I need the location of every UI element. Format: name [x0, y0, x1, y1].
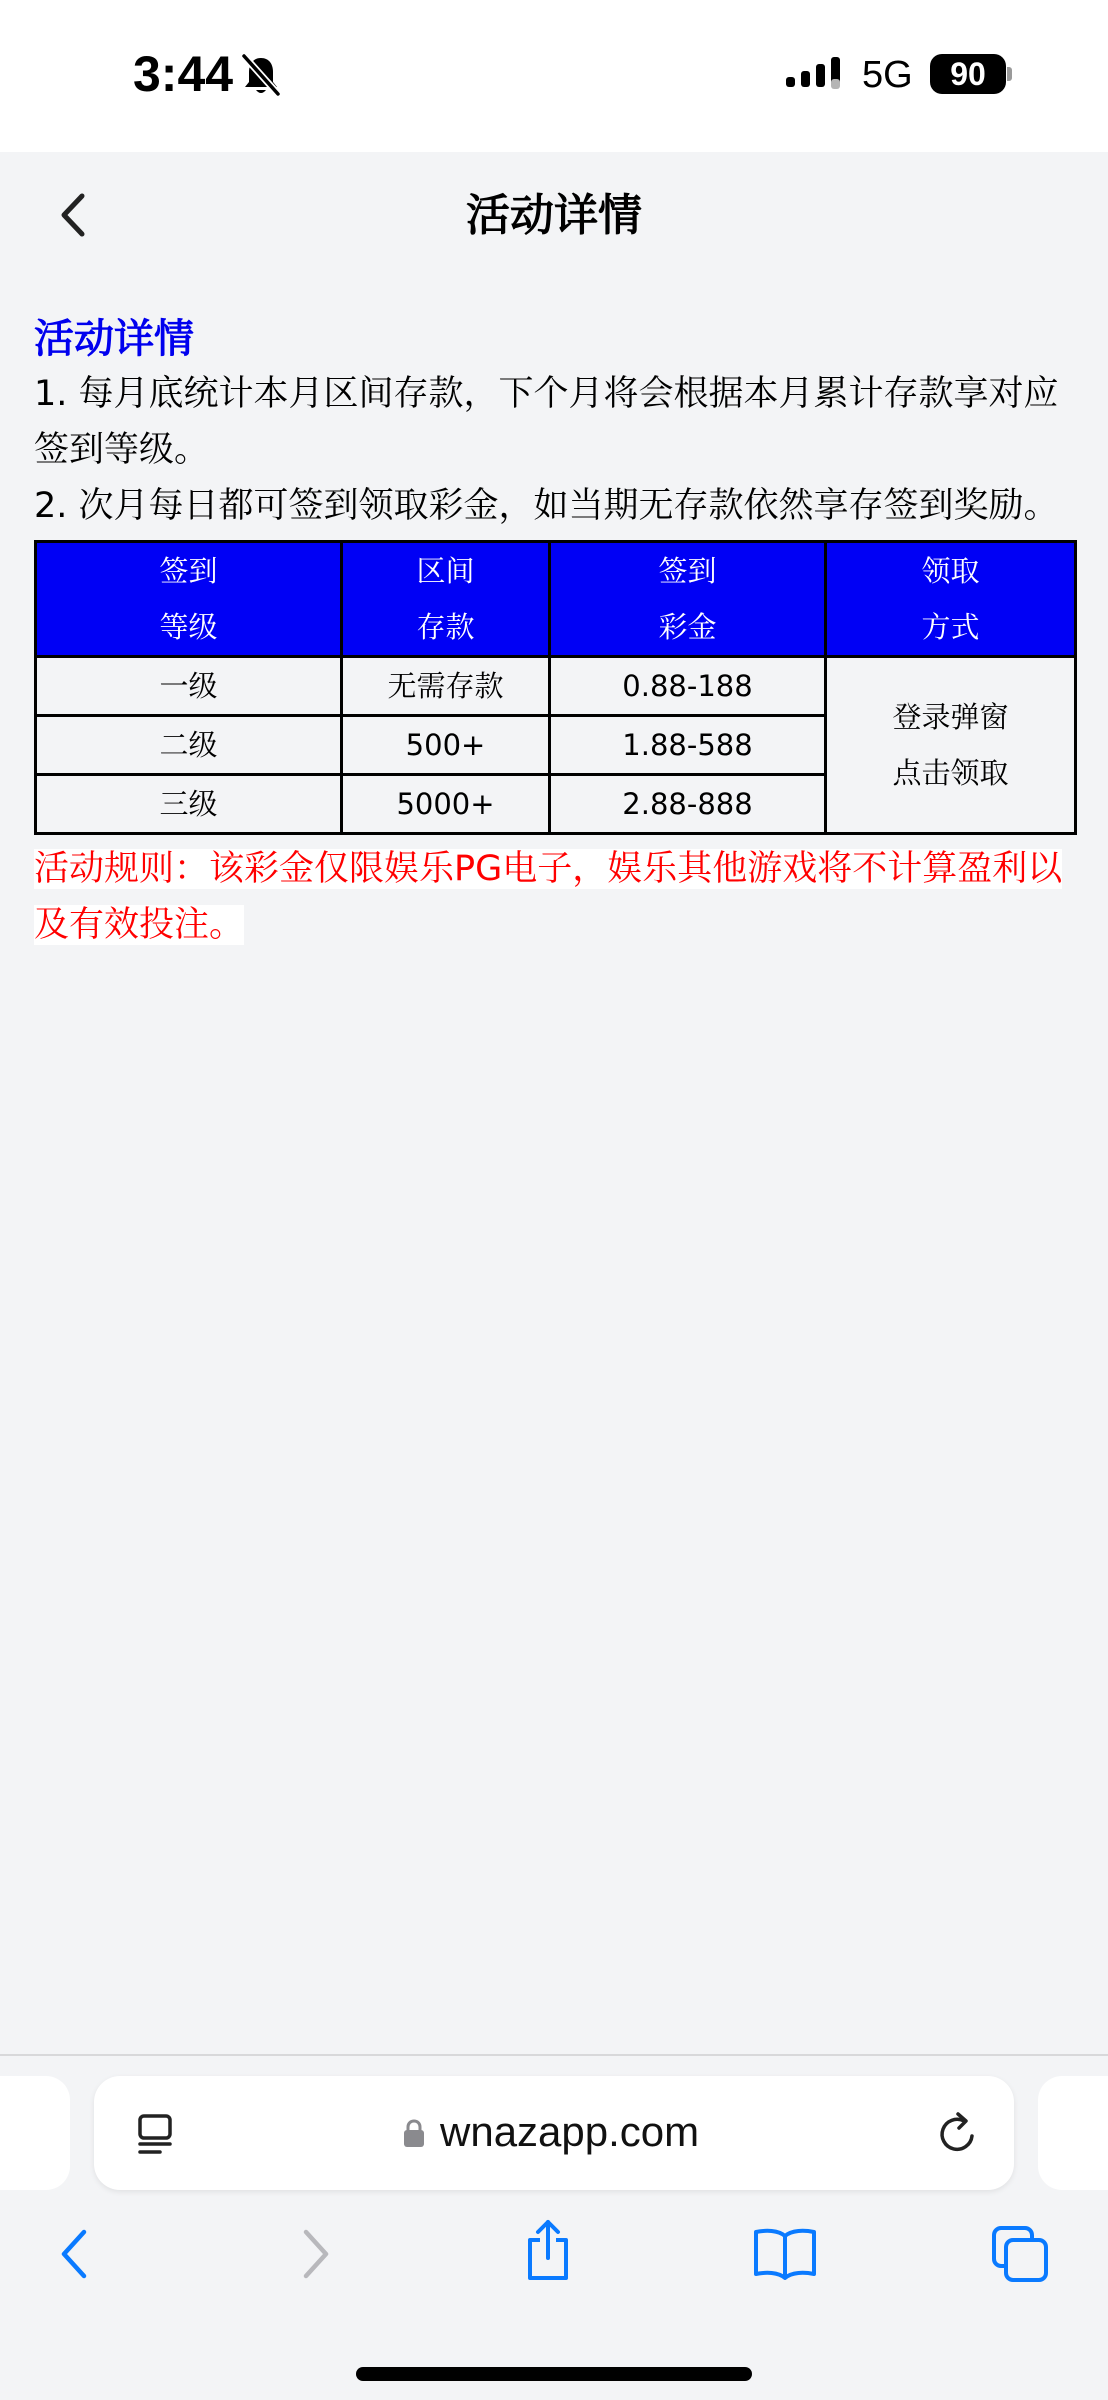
claim-line: 登录弹窗	[892, 700, 1009, 734]
forward-icon[interactable]	[298, 2226, 334, 2282]
page-title: 活动详情	[466, 190, 642, 241]
status-bar	[0, 0, 1108, 152]
table-header-bonus	[550, 542, 826, 657]
header-line: 区间	[416, 554, 475, 588]
reader-icon[interactable]	[136, 2112, 176, 2156]
claim-line: 点击领取	[892, 756, 1009, 790]
table-header-deposit	[342, 542, 550, 657]
header-line: 方式	[921, 610, 980, 644]
lock-icon	[402, 2118, 426, 2148]
table-header-level	[36, 542, 342, 657]
url-text[interactable]: wnazapp.com	[440, 2108, 700, 2155]
network-label: 5G	[862, 54, 913, 96]
rule-paragraph-2: 2. 次月每日都可签到领取彩金，如当期无存款依然享存签到奖励。	[34, 486, 1059, 526]
next-tab-peek[interactable]	[1038, 2076, 1108, 2190]
home-indicator[interactable]	[356, 2367, 752, 2381]
address-bar[interactable]	[94, 2076, 1014, 2190]
signal-icon	[784, 55, 844, 93]
activity-content	[34, 312, 1074, 953]
table-header-row	[36, 542, 1076, 657]
table-cell-bonus: 1.88-588	[550, 716, 826, 775]
table-row	[36, 657, 1076, 716]
sign-in-table	[34, 540, 1077, 835]
header-line: 存款	[416, 610, 475, 644]
back-icon[interactable]	[56, 2226, 92, 2282]
table-cell-bonus: 2.88-888	[550, 775, 826, 834]
previous-tab-peek[interactable]	[0, 2076, 70, 2190]
status-time: 3:44	[133, 46, 234, 102]
battery-level: 90	[950, 56, 986, 92]
battery-indicator	[930, 54, 1010, 94]
header-line: 彩金	[658, 610, 717, 644]
table-cell-deposit: 无需存款	[342, 657, 550, 716]
table-cell-deposit: 5000+	[342, 775, 550, 834]
table-cell-deposit: 500+	[342, 716, 550, 775]
rules-block	[34, 841, 1074, 953]
reload-icon[interactable]	[936, 2110, 980, 2156]
table-cell-level: 三级	[36, 775, 342, 834]
rule-paragraph-1: 1. 每月底统计本月区间存款，下个月将会根据本月累计存款享对应签到等级。	[34, 374, 1059, 470]
bell-slash-icon	[240, 52, 282, 98]
header-line: 等级	[159, 610, 218, 644]
bookmarks-icon[interactable]	[752, 2226, 818, 2280]
header-line: 签到	[658, 554, 717, 588]
table-cell-bonus: 0.88-188	[550, 657, 826, 716]
nav-header	[0, 152, 1108, 280]
rules-text: 活动规则：该彩金仅限娱乐PG电子，娱乐其他游戏将不计算盈利以及有效投注。	[34, 849, 1063, 945]
table-header-claim	[826, 542, 1076, 657]
browser-divider	[0, 2054, 1108, 2056]
table-cell-level: 一级	[36, 657, 342, 716]
table-cell-level: 二级	[36, 716, 342, 775]
tabs-icon[interactable]	[990, 2224, 1050, 2284]
battery-cap	[1007, 67, 1012, 81]
header-line: 签到	[159, 554, 218, 588]
share-icon[interactable]	[522, 2218, 574, 2282]
section-heading: 活动详情	[34, 316, 194, 362]
header-line: 领取	[921, 554, 980, 588]
table-cell-claim-method	[826, 657, 1076, 834]
